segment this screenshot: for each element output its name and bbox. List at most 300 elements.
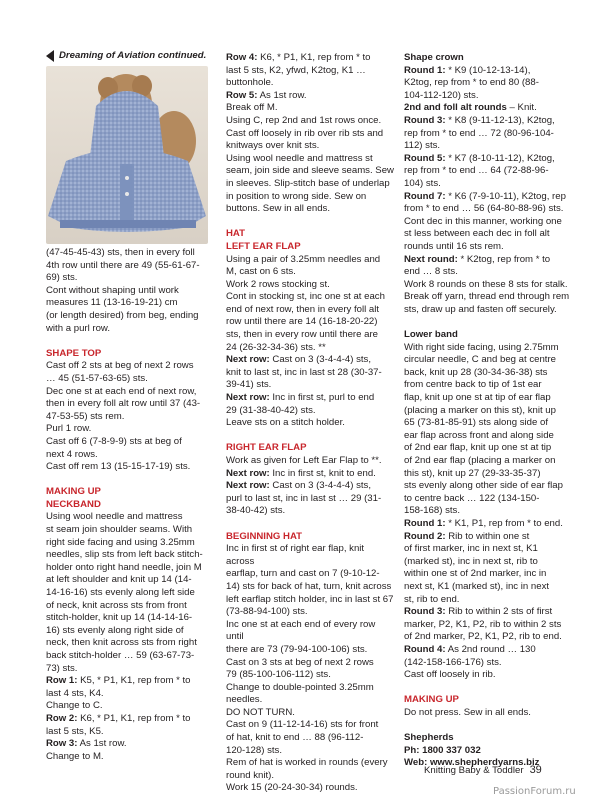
text-line: [226, 354, 394, 367]
line-text: Change to M.: [46, 750, 104, 762]
row-label: Next round:: [404, 253, 458, 265]
text-line: [404, 367, 574, 380]
text-line: [404, 543, 574, 556]
line-text: 65 (73-81-85-91) sts along side of: [404, 417, 548, 429]
photo-illustration: [46, 66, 208, 244]
bold-heading: Lower band: [404, 329, 458, 341]
text-line: [404, 707, 574, 720]
line-text: – Knit.: [506, 102, 537, 114]
text-line: [226, 140, 394, 153]
text-line: [404, 291, 574, 304]
line-text: ear flap across front and along side: [404, 429, 554, 441]
text-line: [226, 254, 394, 267]
line-text: Inc in first st, purl to end: [269, 392, 375, 404]
line-text: 47-53-55) sts rem.: [46, 410, 125, 422]
line-text: last 4 sts, K4.: [46, 687, 104, 699]
text-line: [46, 386, 206, 399]
section-heading: HAT: [226, 228, 246, 240]
line-text: from centre back to tip of 1st ear: [404, 379, 542, 391]
text-line: [404, 442, 574, 455]
line-text: circular needle, C and beg at centre: [404, 354, 556, 366]
text-line: [46, 436, 206, 449]
spacer: [226, 518, 394, 531]
text-line: [226, 329, 394, 342]
text-line: [404, 165, 574, 178]
line-text: As 1st row.: [257, 89, 307, 101]
text-line: [404, 115, 574, 128]
text-line: [46, 398, 206, 411]
text-line: [226, 392, 394, 405]
line-text: Cast on 3 (3-4-4-4) sts,: [269, 354, 372, 366]
text-line: [46, 751, 206, 764]
line-text: buttons. Sew in all ends.: [226, 203, 330, 215]
line-text: 104) sts.: [404, 177, 441, 189]
text-line: [226, 568, 394, 581]
line-text: Break off M.: [226, 102, 278, 114]
line-text: measures 11 (13-16-19-21) cm: [46, 297, 178, 309]
line-text: knit to last st, inc in last st 28 (30-37-: [226, 366, 382, 378]
line-text: Cast on 9 (11-12-14-16) sts for front: [226, 719, 379, 731]
line-text: left earflap stitch holder, inc in last st 67: [226, 593, 394, 605]
line-text: from * to end … 56 (64-80-88-96) sts.: [404, 203, 564, 215]
text-line: [226, 128, 394, 141]
line-text: (142-158-166-176) sts.: [404, 656, 502, 668]
line-text: sts, draw up and fasten off securely.: [404, 303, 557, 315]
text-line: [46, 373, 206, 386]
line-text: of 2nd ear flap (placing a marker on: [404, 455, 556, 466]
line-text: rep from * to end … 64 (72-88-96-: [404, 165, 549, 177]
line-text: 14-16-16) sts evenly along left side: [46, 587, 195, 599]
row-label: Round 5:: [404, 152, 446, 164]
continued-header: [46, 50, 216, 62]
line-text: Work as given for Left Ear Flap to **.: [226, 455, 382, 466]
line-text: Change to double-pointed 3.25mm: [226, 681, 374, 693]
text-line: [226, 606, 394, 619]
text-line: [46, 323, 206, 336]
text-line: [404, 90, 574, 103]
text-line: [226, 304, 394, 317]
text-line: [226, 543, 394, 568]
text-line: [226, 770, 394, 783]
line-text: Work 8 rounds on these 8 sts for stalk.: [404, 278, 568, 290]
column-3: [404, 52, 574, 770]
line-text: * K9 (10-12-13-14),: [445, 64, 531, 76]
line-text: DO NOT TURN.: [226, 706, 295, 718]
column-1-text: [46, 247, 206, 763]
line-text: Inc in first st of right ear flap, knit across: [226, 543, 365, 567]
line-text: Break off yarn, thread end through rem: [404, 291, 570, 303]
line-text: this st), knit up 27 (29-33-35-37): [404, 467, 541, 479]
text-line: [226, 65, 394, 78]
text-line: [226, 379, 394, 392]
text-line: [46, 285, 206, 298]
text-line: [226, 657, 394, 670]
line-text: next st, K1 (marked st), inc in next: [404, 580, 550, 592]
text-line: [404, 531, 574, 544]
line-text: Change to C.: [46, 700, 103, 712]
text-line: [226, 757, 394, 770]
line-text: 69) sts.: [46, 272, 78, 284]
line-text: Cast off 2 sts at beg of next 2 rows: [46, 360, 194, 372]
row-label: Round 2:: [404, 530, 446, 542]
line-text: * K8 (9-11-12-13), K2tog,: [445, 114, 555, 126]
text-line: [404, 631, 574, 644]
text-line: [404, 505, 574, 518]
text-line: [46, 650, 206, 663]
text-line: [46, 524, 206, 537]
line-text: in sleeves. Slip-stitch base of underlap: [226, 177, 390, 189]
text-line: [226, 191, 394, 204]
line-text: Rib to within one st: [445, 530, 530, 542]
text-line: [404, 379, 574, 392]
spacer: [46, 335, 206, 348]
line-text: sts evenly along other side of ear flap: [404, 480, 563, 492]
text-line: [226, 455, 394, 468]
text-line: [404, 354, 574, 367]
text-line: [404, 594, 574, 607]
line-text: last 5 sts, K5.: [46, 725, 104, 737]
row-label: Round 3:: [404, 114, 446, 126]
spacer: [404, 682, 574, 695]
text-line: [46, 562, 206, 575]
row-label: Round 4:: [404, 643, 446, 655]
page-number: 39: [529, 764, 542, 776]
bold-heading: Ph: 1800 337 032: [404, 744, 481, 756]
line-text: Inc one st at each end of every row until: [226, 618, 376, 643]
text-line: [404, 342, 574, 355]
line-text: (73-88-94-100) sts.: [226, 606, 308, 618]
text-line: [404, 657, 574, 670]
text-line: [404, 65, 574, 78]
line-text: K2tog, rep from * to end 80 (88-: [404, 77, 539, 89]
line-text: (or length desired) from beg, ending: [46, 309, 199, 321]
row-label: Round 7:: [404, 190, 446, 202]
text-line: [46, 688, 206, 701]
line-text: Dec one st at each end of next row,: [46, 385, 197, 397]
line-text: there are 73 (79-94-100-106) sts.: [226, 643, 368, 655]
text-line: [226, 480, 394, 493]
line-text: * K6 (7-9-10-11), K2tog, rep: [445, 190, 566, 202]
line-text: 24 (26-32-34-36) sts. **: [226, 341, 326, 353]
bold-heading: Shape crown: [404, 52, 464, 63]
line-text: flap, knit up one st at tip of ear flap: [404, 392, 551, 404]
line-text: to centre back … 122 (134-150-: [404, 492, 540, 504]
text-line: [226, 291, 394, 304]
text-line: [404, 468, 574, 481]
spacer: [46, 474, 206, 487]
text-line: [404, 455, 574, 468]
line-text: of first marker, inc in next st, K1: [404, 543, 538, 555]
line-text: Using wool needle and mattress st: [226, 152, 373, 164]
line-text: Work 2 rows stocking st.: [226, 278, 330, 290]
section-heading: NECKBAND: [46, 498, 101, 510]
section-heading: SHAPE TOP: [46, 347, 102, 359]
bold-heading: Shepherds: [404, 732, 454, 744]
text-line: [226, 619, 394, 644]
line-text: within one st of 2nd marker, inc in: [404, 568, 547, 580]
text-line: [46, 574, 206, 587]
line-text: seam, join side and sleeve seams. Sew: [226, 165, 394, 177]
spacer: [226, 216, 394, 229]
line-text: Using a pair of 3.25mm needles and: [226, 253, 381, 265]
line-text: As 1st row.: [77, 738, 127, 750]
row-label: Row 3:: [46, 738, 78, 750]
text-line: [46, 360, 206, 373]
text-line: [226, 52, 394, 65]
text-line: [404, 581, 574, 594]
line-text: M, cast on 6 sts.: [226, 266, 296, 278]
line-text: 39-41) sts.: [226, 379, 272, 391]
line-text: 38-40-42) sts.: [226, 505, 286, 517]
line-text: Cast off loosely in rib.: [404, 669, 496, 681]
line-text: with a purl row.: [46, 322, 110, 334]
spacer: [404, 316, 574, 329]
text-line: [46, 675, 206, 688]
line-text: K6, * P1, K1, rep from * to: [257, 52, 371, 63]
text-line: [226, 694, 394, 707]
section-heading: RIGHT EAR FLAP: [226, 442, 307, 454]
line-text: right side facing and using 3.25mm: [46, 536, 195, 548]
row-label: Row 1:: [46, 675, 78, 687]
line-text: Cast on 3 sts at beg of next 2 rows: [226, 656, 374, 668]
line-text: Purl 1 row.: [46, 423, 92, 435]
line-text: then in every foll alt row until 37 (43-: [46, 398, 201, 410]
line-text: sts, then in every row until there are: [226, 329, 378, 341]
line-text: stitch-holder, knit up 14 (14-14-16-: [46, 612, 193, 624]
line-text: earflap, turn and cast on 7 (9-10-12-: [226, 568, 380, 580]
row-label: Next row:: [226, 392, 270, 404]
line-text: 79 (85-100-106-112) sts.: [226, 669, 331, 681]
line-text: rep from * to end … 72 (80-96-104-: [404, 127, 554, 139]
text-line: [404, 241, 574, 254]
text-line: [404, 493, 574, 506]
text-line: [404, 644, 574, 657]
line-text: As 2nd round … 130: [445, 643, 536, 655]
line-text: round knit).: [226, 769, 274, 781]
line-text: With right side facing, using 2.75mm: [404, 341, 559, 353]
line-text: … 45 (51-57-63-65) sts.: [46, 372, 148, 384]
watermark-text: PassionForum.ru: [493, 786, 576, 797]
text-line: [46, 637, 206, 650]
line-text: holder onto right hand needle, join M: [46, 561, 202, 573]
row-label: Next row:: [226, 354, 270, 366]
line-text: Work 15 (20-24-30-34) rounds.: [226, 782, 358, 794]
text-line: [226, 682, 394, 695]
column-2: [226, 52, 394, 795]
line-text: (47-45-45-43) sts, then in every foll: [46, 247, 195, 258]
text-line: [404, 153, 574, 166]
text-line: [226, 342, 394, 355]
line-text: needles, slip sts from left back stitch-: [46, 549, 203, 561]
text-line: [404, 606, 574, 619]
text-line: [226, 594, 394, 607]
page-footer: [424, 764, 542, 776]
row-label: 2nd and foll alt rounds: [404, 102, 507, 114]
text-line: [404, 518, 574, 531]
line-text: of 2nd marker, P2, K1, P2, rib to end.: [404, 631, 562, 643]
text-line: [404, 417, 574, 430]
text-line: [46, 738, 206, 751]
text-line: [404, 430, 574, 443]
line-text: Do not press. Sew in all ends.: [404, 706, 531, 718]
text-line: [404, 191, 574, 204]
line-text: neck, then knit across sts from right: [46, 637, 197, 649]
line-text: (placing a marker on this st), knit up: [404, 404, 556, 416]
text-line: [404, 669, 574, 682]
text-line: [226, 316, 394, 329]
text-line: [404, 619, 574, 632]
row-label: Round 3:: [404, 606, 446, 618]
line-text: Using C, rep 2nd and 1st rows once.: [226, 114, 382, 126]
line-text: st, rib to end.: [404, 593, 460, 605]
line-text: 158-168) sts.: [404, 505, 460, 517]
line-text: Cast off rem 13 (15-15-17-19) sts.: [46, 461, 191, 473]
text-line: [46, 713, 206, 726]
line-text: K5, * P1, K1, rep from * to: [77, 675, 191, 687]
line-text: 29 (31-38-40-42) sts.: [226, 404, 316, 416]
text-line: [226, 719, 394, 732]
line-text: 120-128) sts.: [226, 744, 282, 756]
text-line: [46, 449, 206, 462]
line-text: purl to last st, inc in last st … 29 (31-: [226, 492, 382, 504]
text-line: [404, 228, 574, 241]
line-text: 112) sts.: [404, 140, 441, 152]
text-line: [404, 568, 574, 581]
text-line: [404, 556, 574, 569]
text-line: [46, 423, 206, 436]
text-line: [226, 505, 394, 518]
text-line: [226, 279, 394, 292]
text-line: [404, 203, 574, 216]
line-text: Cast on 3 (3-4-4-4) sts,: [269, 480, 372, 492]
text-line: [404, 102, 574, 115]
line-text: Cont dec in this manner, working one: [404, 215, 562, 227]
line-text: * K1, P1, rep from * to end.: [445, 517, 563, 529]
line-text: row until there are 14 (16-18-20-22): [226, 316, 378, 328]
continued-title: Dreaming of Aviation continued.: [59, 50, 207, 61]
line-text: K6, * P1, K1, rep from * to: [77, 712, 191, 724]
text-line: [404, 140, 574, 153]
line-text: back stitch-holder … 59 (63-67-73-: [46, 650, 195, 661]
line-text: 16) sts evenly along right side of: [46, 624, 184, 636]
row-label: Row 2:: [46, 712, 78, 724]
line-text: of 2nd ear flap, knit up one st at tip: [404, 442, 552, 454]
text-line: [226, 782, 394, 795]
text-line: [46, 700, 206, 713]
text-line: [404, 216, 574, 229]
text-line: [46, 461, 206, 474]
text-line: [46, 272, 206, 285]
text-line: [46, 297, 206, 310]
section-heading: BEGINNING HAT: [226, 530, 303, 542]
text-line: [46, 587, 206, 600]
line-text: next 4 rows.: [46, 448, 98, 460]
line-text: end of next row, then in every foll alt: [226, 303, 380, 315]
text-line: [226, 153, 394, 166]
row-label: Row 4:: [226, 52, 258, 63]
line-text: Inc in first st, knit to end.: [269, 467, 376, 479]
text-line: [226, 90, 394, 103]
line-text: Rem of hat is worked in rounds (every: [226, 757, 388, 769]
row-label: Next row:: [226, 480, 270, 492]
text-line: [46, 663, 206, 676]
text-line: [404, 405, 574, 418]
row-label: Round 1:: [404, 517, 446, 529]
section-heading: MAKING UP: [404, 694, 459, 706]
text-line: [226, 669, 394, 682]
line-text: last 5 sts, K2, yfwd, K2tog, K1 …: [226, 64, 366, 76]
text-line: [404, 128, 574, 141]
text-line: [404, 392, 574, 405]
section-heading: MAKING UP: [46, 486, 101, 498]
text-line: [404, 178, 574, 191]
text-line: [226, 102, 394, 115]
triangle-arrow-icon: [46, 50, 54, 62]
row-label: Next row:: [226, 467, 270, 479]
text-line: [226, 581, 394, 594]
text-line: [404, 266, 574, 279]
text-line: [226, 203, 394, 216]
line-text: Cast off loosely in rib over rib sts and: [226, 127, 384, 139]
line-text: 104-112-120) sts.: [404, 89, 479, 101]
line-text: 14) sts for back of hat, turn, knit across: [226, 580, 392, 592]
sweater-hat-photo: [46, 66, 208, 244]
line-text: back, knit up 28 (30-34-36-38) sts: [404, 366, 548, 378]
line-text: Rib to within 2 sts of first: [445, 606, 553, 618]
line-text: of neck, knit across sts from front: [46, 599, 187, 611]
line-text: Cont without shaping until work: [46, 284, 179, 296]
text-line: [226, 266, 394, 279]
text-line: [46, 537, 206, 550]
text-line: [226, 367, 394, 380]
bold-heading: Web: www.shepherdyarns.biz: [404, 757, 540, 769]
text-line: [46, 549, 206, 562]
line-text: st less between each dec in foll alt: [404, 228, 550, 240]
spacer: [404, 719, 574, 732]
text-line: [404, 480, 574, 493]
text-line: [46, 247, 206, 260]
section-heading: LEFT EAR FLAP: [226, 240, 301, 252]
text-line: [226, 405, 394, 418]
text-line: [226, 644, 394, 657]
text-line: [226, 77, 394, 90]
text-line: [46, 726, 206, 739]
line-text: end … 8 sts.: [404, 266, 458, 278]
text-line: [226, 165, 394, 178]
line-text: needles.: [226, 694, 263, 706]
text-line: [226, 115, 394, 128]
text-line: [46, 310, 206, 323]
text-line: [404, 304, 574, 317]
row-label: Round 1:: [404, 64, 446, 76]
text-line: [226, 707, 394, 720]
text-line: [46, 260, 206, 273]
line-text: rounds until 16 sts rem.: [404, 240, 504, 252]
line-text: st seam join shoulder seams. With: [46, 524, 193, 536]
text-line: [46, 612, 206, 625]
line-text: at left shoulder and knit up 14 (14-: [46, 574, 192, 586]
row-label: Row 5:: [226, 89, 258, 101]
line-text: of hat, knit to end … 88 (96-112-: [226, 732, 364, 744]
text-line: [226, 732, 394, 745]
text-line: [46, 625, 206, 638]
text-line: [46, 511, 206, 524]
text-line: [226, 745, 394, 758]
magazine-name: Knitting Baby & Toddler: [424, 765, 524, 776]
text-line: [226, 493, 394, 506]
text-line: [226, 178, 394, 191]
line-text: Cont in stocking st, inc one st at each: [226, 291, 385, 303]
